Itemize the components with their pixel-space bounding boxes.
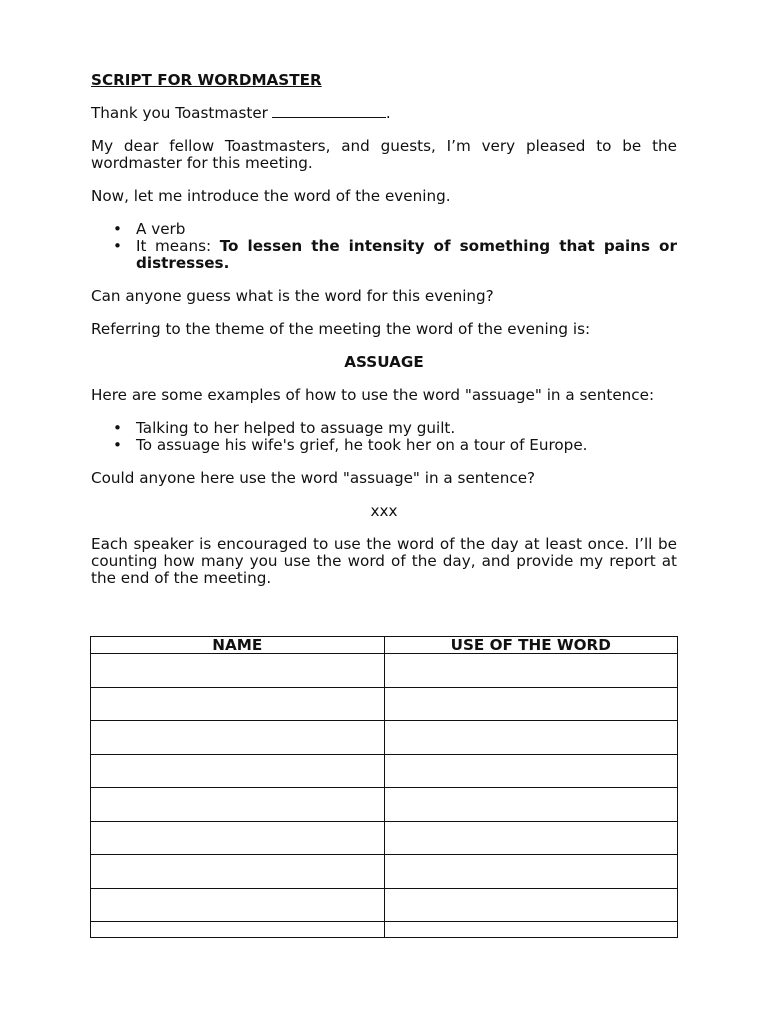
use-cell[interactable] xyxy=(384,888,678,922)
use-cell[interactable] xyxy=(384,654,678,688)
use-cell[interactable] xyxy=(384,754,678,788)
name-cell[interactable] xyxy=(91,888,385,922)
separator: xxx xyxy=(370,502,398,520)
table-row xyxy=(91,922,678,938)
meaning-text: To lessen the intensity of something that pains or distresses. xyxy=(136,237,677,272)
table-row xyxy=(91,788,678,822)
meaning-label: It means: xyxy=(136,237,220,255)
use-cell[interactable] xyxy=(384,821,678,855)
name-cell[interactable] xyxy=(91,654,385,688)
word-facts-list xyxy=(91,221,677,272)
intro-paragraph: My dear fellow Toastmasters, and guests, I’m very pleased to be the wordmaster for this meeting. xyxy=(91,137,677,172)
word-usage-table xyxy=(90,636,678,938)
thanks-line xyxy=(91,105,677,122)
list-item xyxy=(91,221,677,238)
bullet-icon: • xyxy=(113,220,122,238)
name-column-header: NAME xyxy=(91,637,385,654)
use-cell[interactable] xyxy=(384,855,678,889)
use-cell[interactable] xyxy=(384,922,678,938)
table-row xyxy=(91,721,678,755)
table-row xyxy=(91,821,678,855)
list-item xyxy=(91,420,677,437)
use-cell[interactable] xyxy=(384,721,678,755)
introduce-paragraph: Now, let me introduce the word of the evening. xyxy=(91,187,451,205)
guess-paragraph: Can anyone guess what is the word for this evening? xyxy=(91,287,494,305)
bullet-icon: • xyxy=(113,419,122,437)
name-cell[interactable] xyxy=(91,754,385,788)
table-row xyxy=(91,654,678,688)
example-sentence: Talking to her helped to assuage my guilt. xyxy=(136,419,456,437)
list-item xyxy=(91,238,677,272)
list-item xyxy=(91,437,677,454)
table-row xyxy=(91,855,678,889)
name-cell[interactable] xyxy=(91,721,385,755)
table-row xyxy=(91,888,678,922)
use-cell[interactable] xyxy=(384,687,678,721)
use-column-header: USE OF THE WORD xyxy=(384,637,678,654)
name-cell[interactable] xyxy=(91,922,385,938)
table-row xyxy=(91,754,678,788)
document-title: SCRIPT FOR WORDMASTER xyxy=(91,71,322,89)
bullet-icon: • xyxy=(113,237,122,255)
examples-intro: Here are some examples of how to use the word "assuage" in a sentence: xyxy=(91,386,655,404)
table-header-row xyxy=(91,637,678,654)
word-of-evening: ASSUAGE xyxy=(344,353,424,371)
bullet-icon: • xyxy=(113,436,122,454)
closing-paragraph: Each speaker is encouraged to use the word of the day at least once. I’ll be counting how many you use the word of the day, and provide my report at the end of the meeting. xyxy=(91,535,677,587)
toastmaster-name-blank xyxy=(272,105,386,118)
name-cell[interactable] xyxy=(91,855,385,889)
part-of-speech: A verb xyxy=(136,220,186,238)
use-cell[interactable] xyxy=(384,788,678,822)
theme-paragraph: Referring to the theme of the meeting the word of the evening is: xyxy=(91,320,591,338)
thanks-text: Thank you Toastmaster xyxy=(91,104,268,122)
example-sentence: To assuage his wife's grief, he took her on a tour of Europe. xyxy=(136,436,588,454)
name-cell[interactable] xyxy=(91,788,385,822)
ask-paragraph: Could anyone here use the word "assuage" in a sentence? xyxy=(91,469,536,487)
thanks-suffix: . xyxy=(385,104,391,122)
examples-list xyxy=(91,420,677,454)
name-cell[interactable] xyxy=(91,687,385,721)
name-cell[interactable] xyxy=(91,821,385,855)
document-body xyxy=(91,72,677,603)
table-row xyxy=(91,687,678,721)
